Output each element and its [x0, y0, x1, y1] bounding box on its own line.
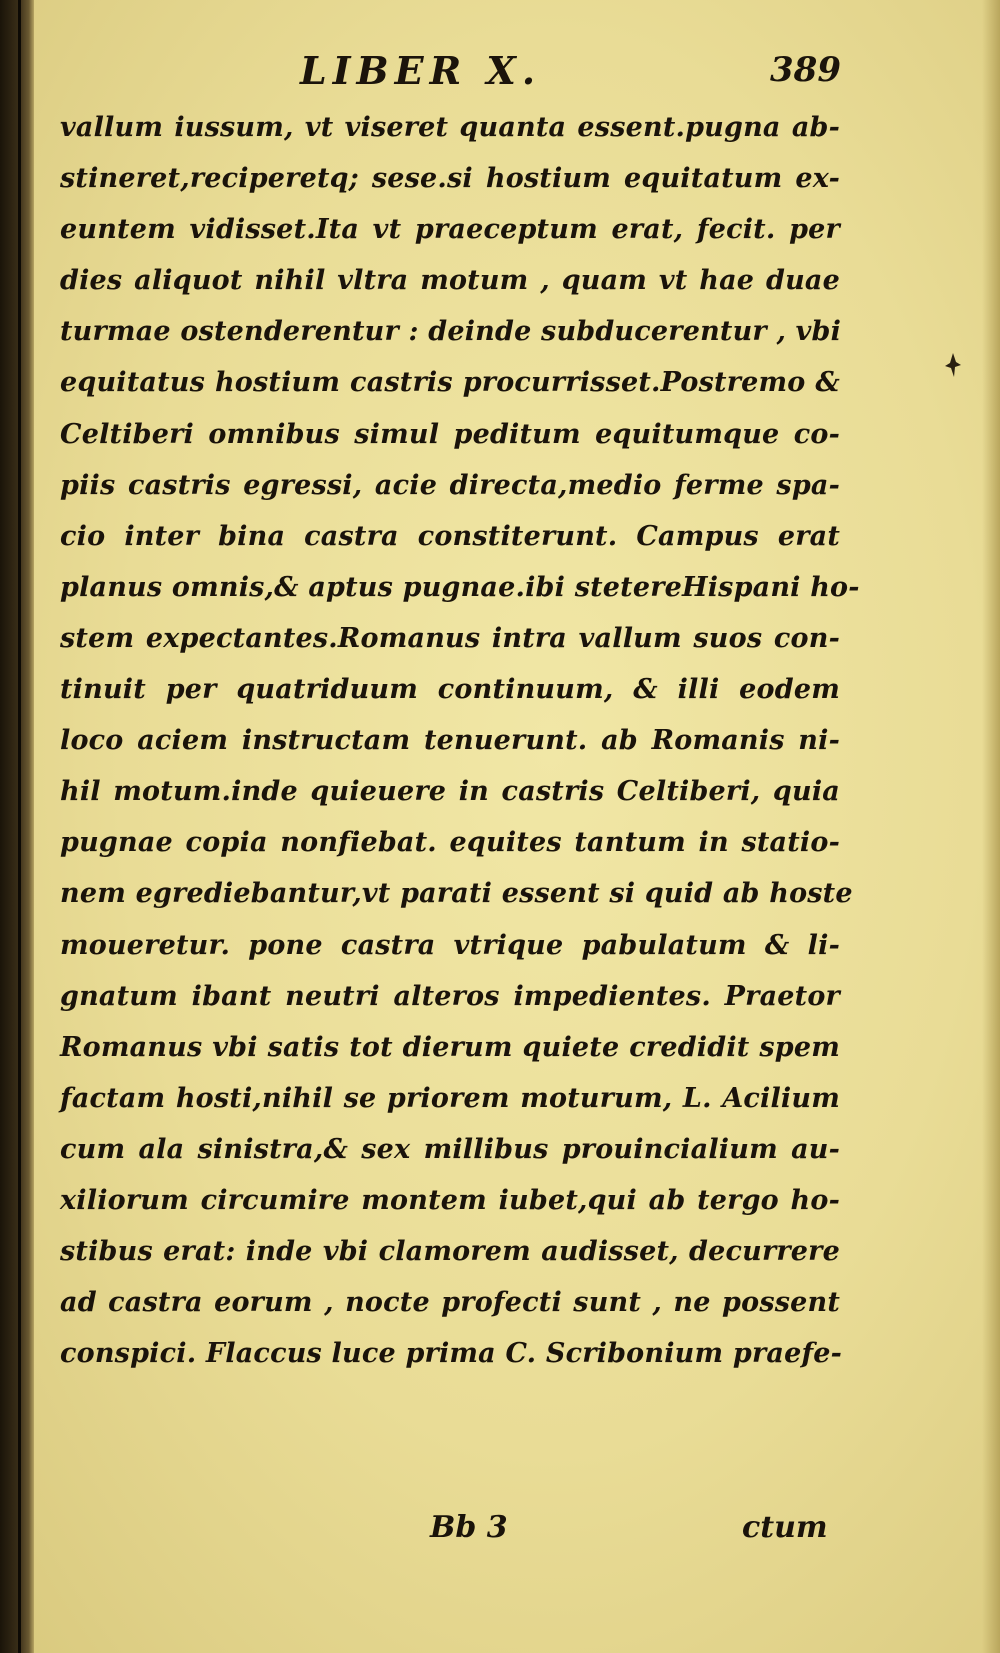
- text-line: Romanus vbi satis tot dierum quiete credidit spem: [60, 1031, 840, 1063]
- text-line: turmae ostenderentur : deinde subducerentur , vbi: [60, 316, 842, 348]
- page-header: [0, 42, 1000, 102]
- body-text: [60, 102, 860, 1379]
- text-line: dies aliquot nihil vltra motum , quam vt hae duae: [60, 265, 840, 297]
- text-line: tinuit per quatriduum continuum, & illi eodem: [60, 674, 840, 706]
- running-head: LIBER X.: [300, 48, 542, 93]
- text-line: moueretur. pone castra vtrique pabulatum & li-: [60, 929, 840, 961]
- text-line: stineret,reciperetq; sese.si hostium equitatum ex-: [60, 163, 840, 195]
- catchword: ctum: [742, 1510, 828, 1545]
- text-line: planus omnis,& aptus pugnae.ibi stetereHispani ho-: [60, 571, 860, 603]
- text-line: xiliorum circumire montem iubet,qui ab tergo ho-: [60, 1184, 840, 1216]
- book-spine: [0, 0, 34, 1653]
- text-line: stem expectantes.Romanus intra vallum suos con-: [60, 622, 840, 654]
- text-line: ad castra eorum , nocte profecti sunt , ne possent: [60, 1287, 840, 1319]
- text-line: equitatus hostium castris procurrisset.Postremo &: [60, 367, 840, 399]
- text-line: euntem vidisset.Ita vt praeceptum erat, fecit. per: [60, 214, 840, 246]
- text-line: piis castris egressi, acie directa,medio ferme spa-: [60, 469, 840, 501]
- text-line: conspici. Flaccus luce prima C. Scribonium praefe-: [60, 1338, 843, 1370]
- page-footer: [0, 1510, 1000, 1570]
- text-line: nem egrediebantur,vt parati essent si quid ab hoste: [60, 878, 853, 910]
- text-line: pugnae copia nonfiebat. equites tantum in statio-: [60, 827, 840, 859]
- text-line: vallum iussum, vt viseret quanta essent.pugna ab-: [60, 112, 840, 143]
- text-line: gnatum ibant neutri alteros impedientes. Praetor: [60, 980, 840, 1012]
- page-number: 389: [770, 50, 841, 90]
- text-line: Celtiberi omnibus simul peditum equitumque co-: [60, 418, 840, 450]
- signature-mark: Bb 3: [430, 1510, 508, 1545]
- text-line: loco aciem instructam tenuerunt. ab Romanis ni-: [60, 725, 840, 757]
- text-line: hil motum.inde quieuere in castris Celtiberi, quia: [60, 776, 840, 808]
- page-edge: [982, 0, 1000, 1653]
- spine-shadow-line: [18, 0, 21, 1653]
- text-line: stibus erat: inde vbi clamorem audisset, decurrere: [60, 1236, 840, 1268]
- text-line: factam hosti,nihil se priorem moturum, L. Acilium: [60, 1082, 840, 1114]
- ink-blot-mark: [944, 352, 962, 378]
- text-line: cum ala sinistra,& sex millibus prouincialium au-: [60, 1133, 840, 1165]
- text-line: cio inter bina castra constiterunt. Campus erat: [60, 520, 840, 552]
